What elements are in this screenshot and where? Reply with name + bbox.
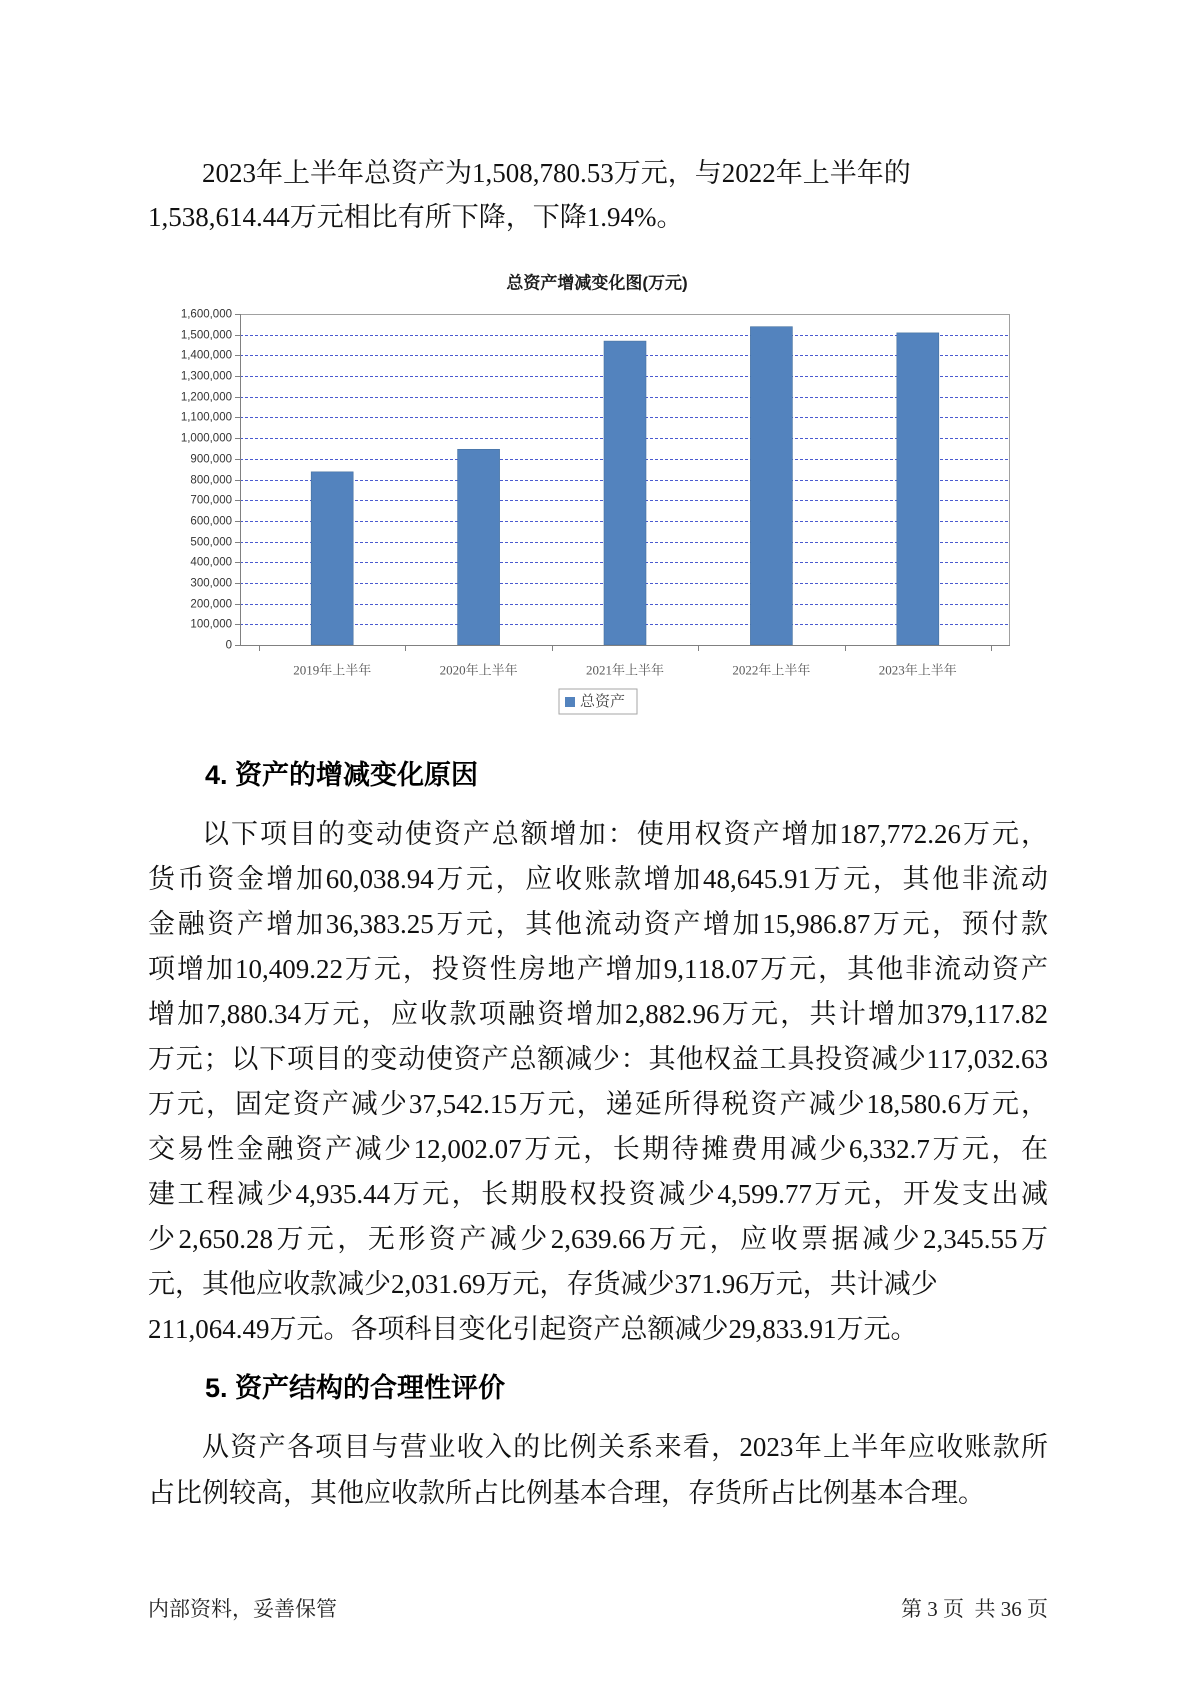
text-line: 元，其他应收款减少2,031.69万元，存货减少371.96万元，共计减少 [148,1269,938,1299]
text-line: 货币资金增加60,038.94万元，应收账款增加48,645.91万元，其他非流动 [148,864,1048,894]
x-tick-label: 2022年上半年 [732,662,811,678]
section-heading-asset-structure-evaluation: 5. 资产结构的合理性评价 [205,1373,506,1403]
y-tick-label: 300,000 [190,577,232,590]
text-line: 2023年上半年总资产为1,508,780.53万元，与2022年上半年的 [202,158,911,188]
paragraph-total-assets [148,151,1048,239]
y-tick-label: 0 [225,639,232,652]
bar [750,327,792,645]
x-tick-label: 2020年上半年 [439,662,518,678]
paragraph-asset-structure-evaluation [148,1424,1048,1516]
y-tick-label: 200,000 [190,598,232,611]
legend-swatch [565,697,575,707]
text-line: 少2,650.28万元，无形资产减少2,639.66万元，应收票据减少2,345.55万 [148,1224,1048,1254]
text-line: 交易性金融资产减少12,002.07万元，长期待摊费用减少6,332.7万元，在 [148,1134,1048,1164]
y-tick-label: 400,000 [190,556,232,569]
footer-page-number: 第 3 页 共 36 页 [901,1597,1048,1621]
footer-confidential-note: 内部资料，妥善保管 [148,1597,337,1621]
y-tick-label: 1,400,000 [180,349,232,362]
y-tick-label: 900,000 [190,453,232,466]
x-tick-label: 2021年上半年 [585,662,665,678]
y-tick-label: 1,100,000 [180,411,232,424]
text-line: 从资产各项目与营业收入的比例关系来看，2023年上半年应收账款所 [202,1432,1048,1462]
y-tick-label: 1,300,000 [180,370,232,383]
page-footer [148,1594,1048,1624]
y-tick-label: 100,000 [190,618,232,631]
text-line: 211,064.49万元。各项科目变化引起资产总额减少29,833.91万元。 [148,1314,918,1344]
x-tick-label: 2019年上半年 [293,662,372,678]
y-tick-label: 1,500,000 [180,329,232,342]
text-line: 万元；以下项目的变动使资产总额减少：其他权益工具投资减少117,032.63 [148,1044,1048,1074]
chart-legend [559,689,637,714]
y-tick-label: 1,000,000 [180,432,232,445]
x-tick-label: 2023年上半年 [878,662,957,678]
text-line: 项增加10,409.22万元，投资性房地产增加9,118.07万元，其他非流动资产 [148,954,1048,984]
text-line: 建工程减少4,935.44万元，长期股权投资减少4,599.77万元，开发支出减 [148,1179,1048,1209]
y-tick-label: 600,000 [190,515,232,528]
text-line: 以下项目的变动使资产总额增加：使用权资产增加187,772.26万元， [202,819,1048,849]
y-tick-label: 1,200,000 [180,391,232,404]
chart-plot [181,309,1010,678]
text-line: 万元，固定资产减少37,542.15万元，递延所得税资产减少18,580.6万元， [148,1089,1048,1119]
bar [897,333,939,645]
y-tick-label: 1,600,000 [180,308,232,321]
bar [604,341,646,645]
text-line: 增加7,880.34万元，应收款项融资增加2,882.96万元，共计增加379,117.82 [148,999,1048,1029]
bar [311,472,353,645]
text-line: 占比例较高，其他应收款所占比例基本合理，存货所占比例基本合理。 [148,1478,985,1508]
section-heading-asset-change-reasons: 4. 资产的增减变化原因 [205,760,479,790]
y-tick-label: 500,000 [190,536,232,549]
text-line: 1,538,614.44万元相比有所下降，下降1.94%。 [148,202,684,232]
text-line: 金融资产增加36,383.25万元，其他流动资产增加15,986.87万元，预付款 [148,909,1048,939]
total-assets-bar-chart [0,265,1191,720]
chart-title: 总资产增减变化图(万元) [506,273,688,293]
paragraph-asset-change-reasons [148,812,1048,1352]
y-tick-label: 700,000 [190,494,232,507]
y-tick-label: 800,000 [190,474,232,487]
bar [458,449,500,645]
legend-label: 总资产 [580,694,626,710]
